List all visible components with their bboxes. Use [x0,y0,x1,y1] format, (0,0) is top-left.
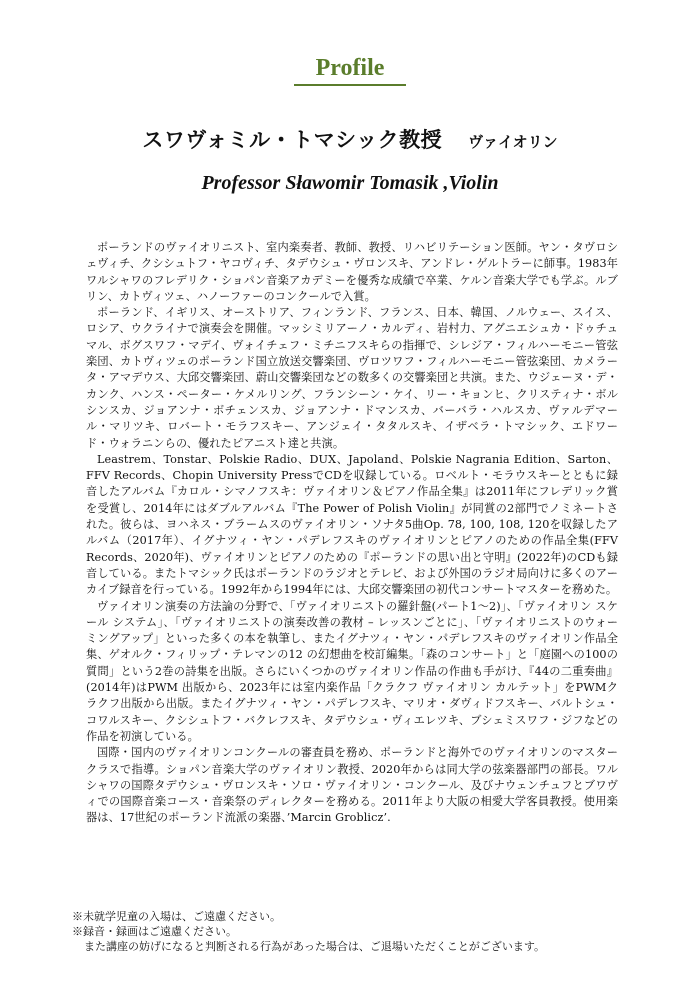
notice-recording: ※録音・録画はご遠慮ください。 [72,925,237,938]
profile-heading [0,53,700,86]
bio-paragraph-teaching: 国際・国内のヴァイオリンコンクールの審査員を務め、ポーランドと海外でのヴァイオリンのマスタークラスで指導。ショパン音楽大学のヴァイオリン教授、2020年からは同大学の弦楽器部門の部長。ワルシャワの国際タデウシュ・ヴロンスキ・ソロ・ヴァイオリン・コンクール、及びナウェンチュフとブワヴィでの国際音楽コース・音楽祭のディレクターを務める。2011年より大阪の相愛大学客員教授。使用楽器は、17世紀のポーランド流派の楽器、’Marcin Groblicz’. [86,746,618,825]
bio-paragraph-recordings: Leastrem、Tonstar、Polskie Radio、DUX、Japoland、Polskie Nagrania Edition、Sarton、FFV Records、Chopin University PressでCDを収録している。ロベルト・モラウスキーとともに録音したアルバム『カロル・シマノフスキ：ヴァイオリン＆ピアノ作品全集』は2011年にフレデリック賞を受賞し、2014年にはダブルアルバム『The Power of Polish Violin』が同賞の2部門でノミネートされた。彼らは、ヨハネス・ブラームスのヴァイオリン・ソナタ5曲Op. 78, 100, 108, 120を収録したアルバム（2017年）、イグナツィ・ヤン・パデレフスキのヴァイオリンとピアノのための作品全集(FFV Records、2020年)、ヴァイオリンとピアノのための『ポーランドの思い出と守明』(2022年)のCDも録音している。またトマシック氏はポーランドのラジオとテレビ、および外国のラジオ局向けに多くのアーカイブ録音を行っている。1992年から1994年には、大邱交響楽団の初代コンサートマスターを務めた。 [86,452,618,597]
bio-paragraph-publications: ヴァイオリン演奏の方法論の分野で、「ヴァイオリニストの羅針盤(パート1～2)」、「ヴァイオリン スケール システム」、「ヴァイオリニストの演奏改善の教材 – レッスンごとに」、「ヴァイオリニストのウォーミングアップ」といった多くの本を執筆し、またイグナツィ・ヤン・パデレフスキのヴァイオリン作品全集、ゲオルク・フィリップ・テレマンの12 の幻想曲を校訂編集。「森のコンサート」と「庭園への100の質問」という2巻の詩集を出版。さらにいくつかのヴァイオリン作品の作曲も手がけ、『44の二重奏曲』(2014年)はPWM 出版から、2023年には室内楽作品「クラクフ ヴァイオリン カルテット」をPWMクラクフ出版から出版。またイグナツィ・ヤン・パデレフスキ、マリオ・ダヴィドフスキー、バルトシュ・コワルスキー、クシシュトフ・バクレフスキ、タデウシュ・ヴィエレツキ、ブシェミスワフ・ジフなどの作品を初演している。 [86,599,618,743]
bio-paragraph-performances: ポーランド、イギリス、オーストリア、フィンランド、フランス、日本、韓国、ノルウェー、スイス、ロシア、ウクライナで演奏会を開催。マッシミリアーノ・カルディ、岩村力、アグニエシュカ・ドゥチュマル、ボグスワフ・マデイ、ヴォイチェフ・ミチニフスキらの指揮で、シレジア・フィルハーモニー管弦楽団、カトヴィツェのポーランド国立放送交響楽団、ヴロツワフ・フィルハーモニー管弦楽団、カメラータ・アマデウス、大邱交響楽団、蔚山交響楽団などの数多くの交響楽団と共演。また、ウジェーヌ・デ・カンク、ハンス・ペーター・ケメルリング、フランシーン・ケイ、リー・キョンヒ、クリスティナ・ボルシンスカ、ジョアンナ・ボチェンスカ、ジョアンナ・ドマンスカ、バーバラ・ハルスカ、ヴァルデマール・マリツキ、ロバート・モラフスキー、アンジェイ・タタルスキ、イザベラ・トマシック、エドワード・ウォラニンらの、優れたピアニスト達と共演。 [86,306,618,450]
profile-heading-label: Profile [294,53,407,86]
biography [86,240,618,827]
english-name: Professor Sławomir Tomasik ,Violin [201,172,499,194]
bio-paragraph-education: ポーランドのヴァイオリニスト、室内楽奏者、教師、教授、リハビリテーション医師。ヤン・タヴロシェヴィチ、クシシュトフ・ヤコヴィチ、タデウシュ・ヴロンスキ、アンドレ・ゲルトラーに師事。1983年ワルシャワのフレデリク・ショパン音楽アカデミーを優秀な成績で卒業、ケルン音楽大学でも学ぶ。ルブリン、カトヴィツェ、ハノーファーのコンクールで入賞。 [86,241,618,303]
japanese-name: スワヴォミル・トマシック教授 [142,128,443,152]
instrument-label: ヴァイオリン [468,133,558,151]
notice-disruption: また講座の妨げになると判断される行為があった場合は、ご退場いただくことがございます。 [84,940,546,953]
notice-children: ※未就学児童の入場は、ご遠慮ください。 [72,910,281,923]
notice-section [72,909,652,954]
japanese-name-title [0,124,700,154]
